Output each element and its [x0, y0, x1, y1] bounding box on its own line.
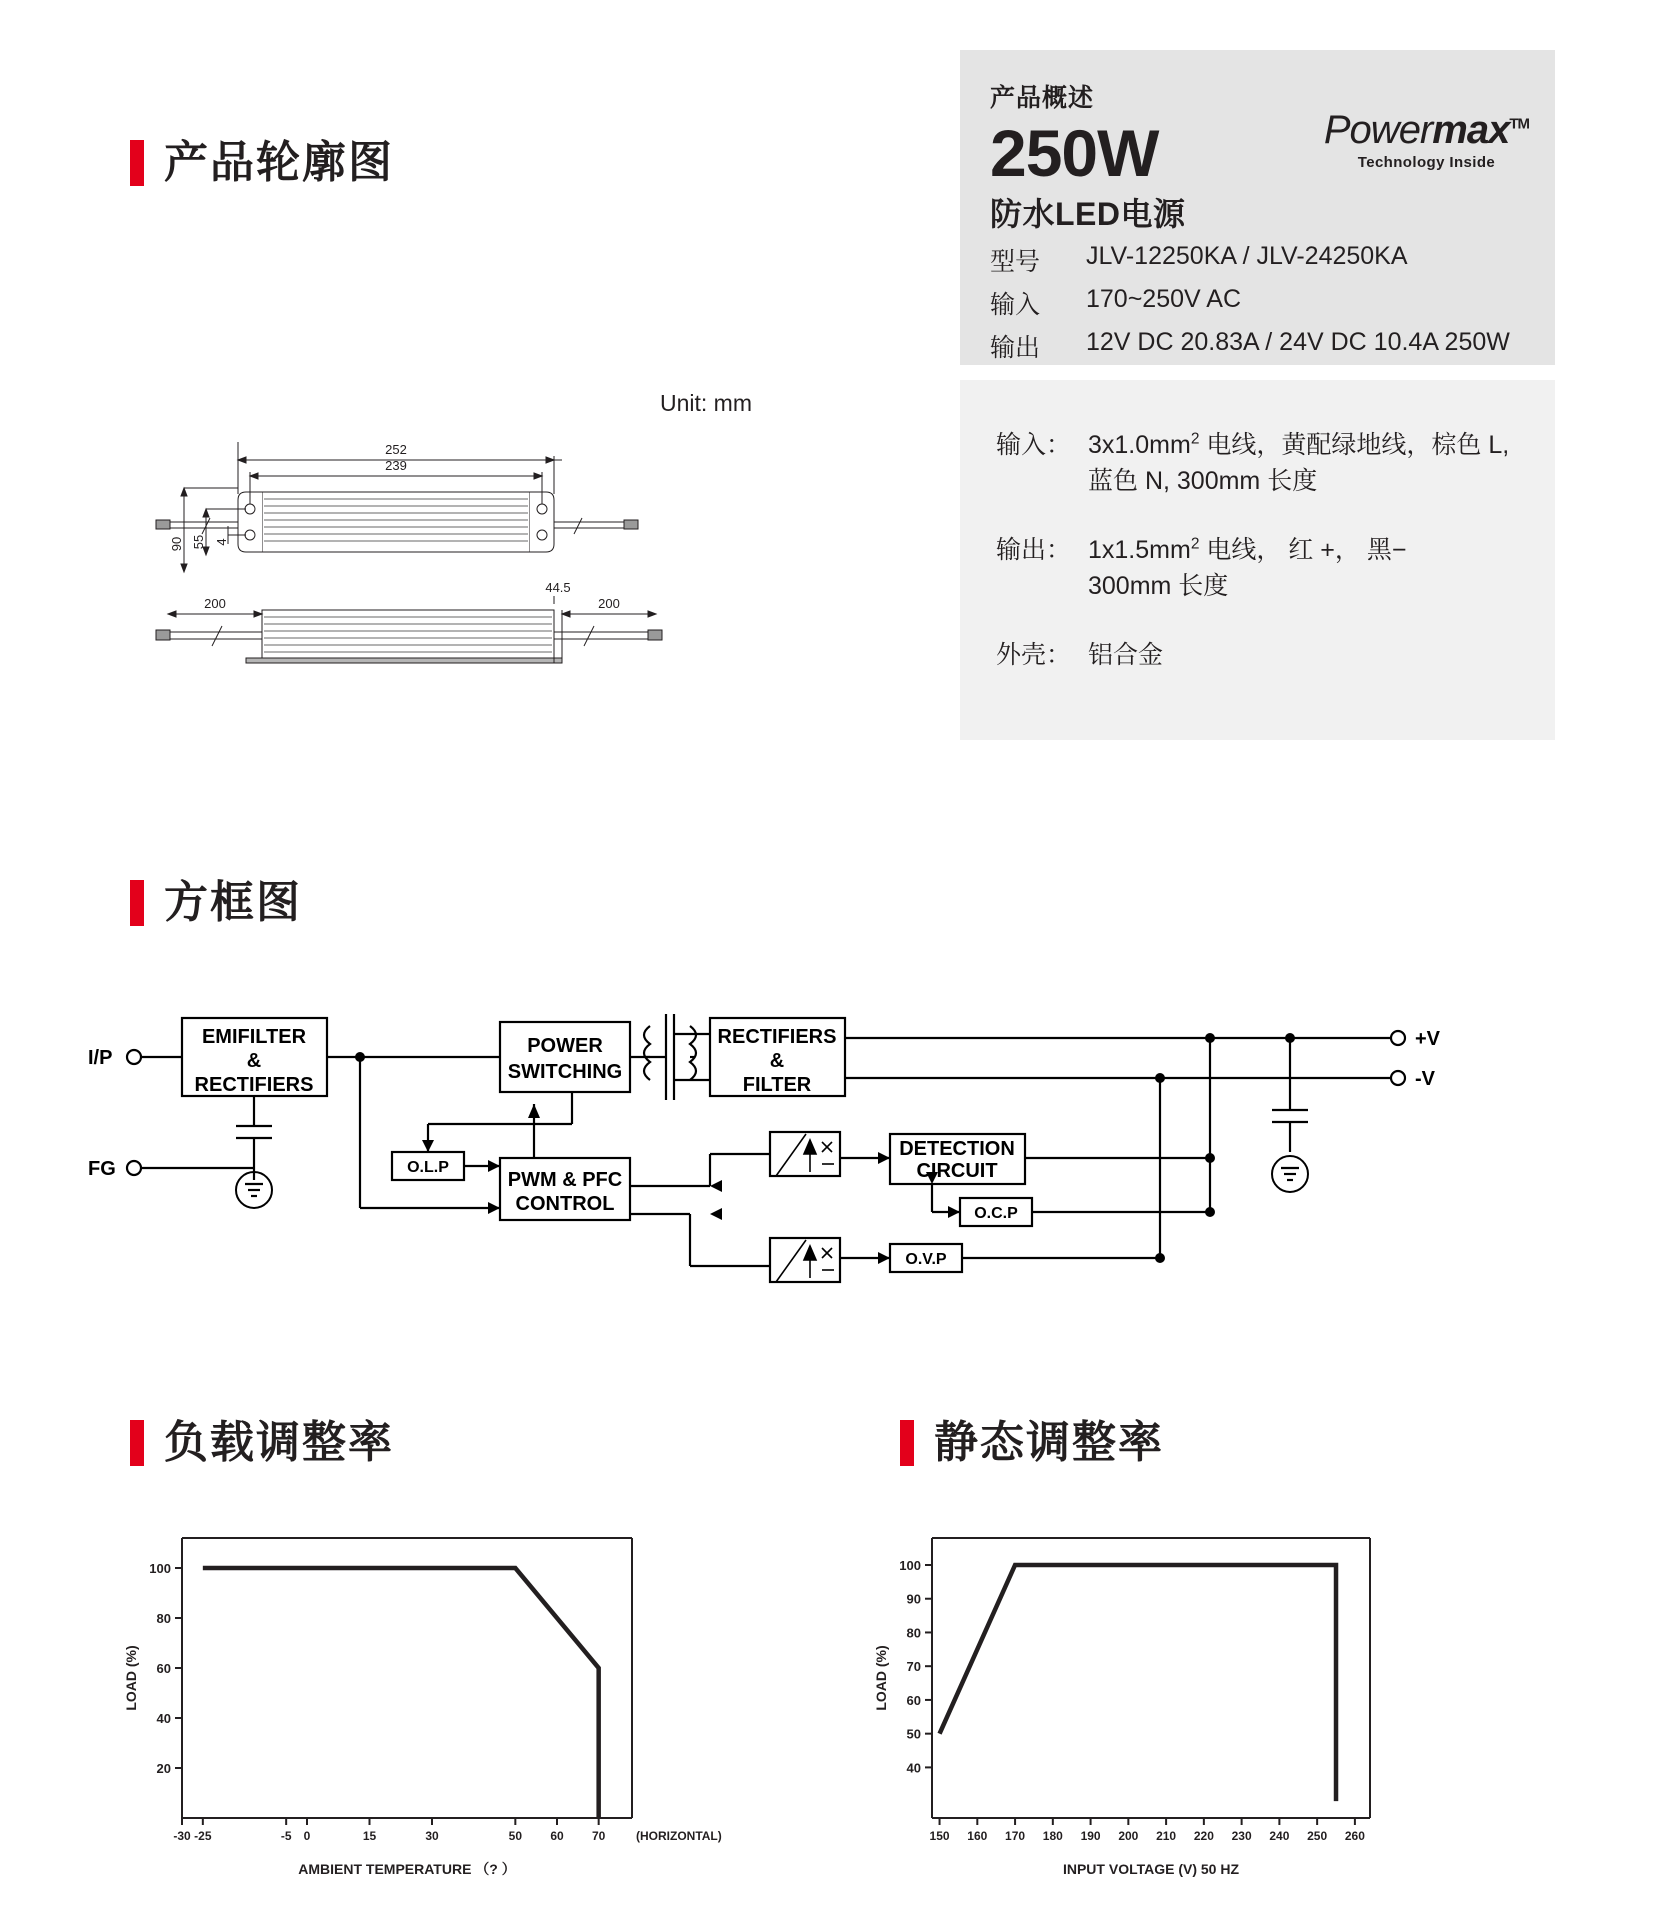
x-tick-label: 15 [362, 1829, 377, 1843]
mechanical-drawing [150, 442, 830, 760]
spec-row-model [990, 242, 1555, 278]
logo-wordmark [1324, 110, 1529, 150]
label-olp: O.L.P [407, 1159, 449, 1176]
x-tick-label: 230 [1231, 1829, 1252, 1843]
label-rect-line2: & [769, 1050, 785, 1072]
spec-value-output: 12V DC 20.83A / 24V DC 10.4A 250W [1086, 328, 1510, 357]
y-axis-label: LOAD (%) [873, 1645, 889, 1711]
label-rect-line3: FILTER [742, 1074, 812, 1096]
y-tick-label: 60 [156, 1661, 171, 1676]
label-pwm-line2: CONTROL [515, 1193, 615, 1215]
label-pwm-line1: PWM & PFC [507, 1169, 623, 1191]
section-title-block: 方框图 [164, 878, 302, 927]
label-power-line2: SWITCHING [507, 1061, 623, 1083]
x-tick-label: 60 [550, 1829, 564, 1843]
wire-input-area: 3x1.0mm [1088, 431, 1191, 459]
wire-input-desc: 电线，黄配绿地线，棕色 L, [1206, 431, 1510, 459]
y-tick-label: 50 [906, 1726, 921, 1742]
y-tick-label: 100 [149, 1561, 171, 1576]
label-rect-line1: RECTIFIERS [717, 1026, 837, 1048]
y-tick-label: 60 [906, 1692, 921, 1708]
wire-row-case [996, 638, 1555, 674]
y-axis-label: LOAD (%) [123, 1645, 139, 1711]
label-input-port: I/P [88, 1047, 113, 1069]
wire-spec-panel [960, 380, 1555, 740]
chart-load-derating [120, 1520, 720, 1880]
wire-value-input [1088, 428, 1509, 499]
x-tick-label: 150 [929, 1829, 950, 1843]
wire-output-line2: 300mm 长度 [1088, 571, 1229, 600]
section-title-load-reg: 负载调整率 [164, 1418, 394, 1467]
dim-252: 252 [385, 442, 407, 457]
label-detect-line2: CIRCUIT [916, 1160, 998, 1182]
label-emi-line1: EMIFILTER [201, 1026, 307, 1048]
y-tick-label: 40 [906, 1760, 921, 1776]
label-ovp: O.V.P [905, 1251, 947, 1268]
wire-row-output [996, 533, 1555, 604]
label-fg-port: FG [88, 1158, 116, 1180]
spec-value-input: 170~250V AC [1086, 285, 1241, 314]
dim-90: 90 [169, 536, 184, 552]
x-tick-label: 30 [425, 1829, 439, 1843]
trademark-icon: TM [1509, 115, 1529, 133]
x-tick-label: 70 [591, 1829, 606, 1843]
wire-output-desc: 电线， 红 +， 黑− [1206, 536, 1407, 564]
section-title-static-reg: 静态调整率 [934, 1418, 1164, 1467]
label-output-positive: +V [1415, 1028, 1441, 1050]
label-emi-line3: RECTIFIERS [194, 1074, 314, 1096]
unit-label: Unit: mm [660, 390, 752, 416]
section-heading-outline [130, 140, 394, 186]
section-heading-load-reg [130, 1420, 394, 1466]
x-tick-label: 180 [1042, 1829, 1063, 1843]
section-heading-static-reg [900, 1420, 1164, 1466]
spec-key-output: 输出 [990, 334, 1041, 363]
y-tick-label: 80 [906, 1625, 921, 1641]
x-tick-label: 220 [1193, 1829, 1214, 1843]
section-heading-block [130, 880, 302, 926]
product-subtitle: 防水LED电源 [990, 196, 1186, 233]
chart-static-regulation [870, 1520, 1430, 1880]
section-title-outline: 产品轮廓图 [164, 138, 394, 187]
wire-key-input: 输入： [996, 431, 1072, 459]
logo-tagline: Technology Inside [1357, 154, 1496, 171]
x-tick-label: 160 [967, 1829, 988, 1843]
dim-200-left: 200 [204, 596, 226, 611]
wire-value-output [1088, 533, 1406, 604]
wire-input-sup: 2 [1190, 430, 1200, 448]
dim-44-5: 44.5 [545, 580, 571, 595]
x-tick-label: 260 [1344, 1829, 1365, 1843]
x-tick-label: -5 [280, 1829, 292, 1843]
x-tick-label: -30 [173, 1829, 191, 1843]
wire-output-area: 1x1.5mm [1088, 536, 1191, 564]
spec-key-input: 输入 [990, 291, 1041, 320]
block-diagram [70, 1000, 1490, 1290]
x-tick-label: 210 [1156, 1829, 1177, 1843]
powermax-logo [1324, 110, 1529, 171]
wire-input-line2: 蓝色 N, 300mm 长度 [1088, 466, 1318, 495]
accent-bar-icon [900, 1420, 914, 1466]
spec-value-model: JLV-12250KA / JLV-24250KA [1086, 242, 1408, 271]
product-overview-panel [960, 50, 1555, 365]
label-detect-line1: DETECTION [899, 1138, 1015, 1160]
logo-light-part: Power [1323, 108, 1433, 152]
x-tick-label: 250 [1307, 1829, 1328, 1843]
y-tick-label: 80 [156, 1611, 171, 1626]
wattage-value: 250W [990, 116, 1159, 190]
chart-series-line [940, 1565, 1336, 1801]
wire-row-input [996, 428, 1555, 499]
x-axis-label: INPUT VOLTAGE (V) 50 HZ [1062, 1861, 1240, 1877]
wire-output-sup: 2 [1190, 535, 1200, 553]
y-tick-label: 20 [156, 1761, 171, 1776]
x-tick-label: 170 [1005, 1829, 1026, 1843]
x-axis-label: AMBIENT TEMPERATURE （? ） [298, 1861, 516, 1877]
spec-row-input [990, 285, 1555, 321]
label-ocp: O.C.P [974, 1205, 1018, 1222]
x-tick-label: 240 [1269, 1829, 1290, 1843]
y-tick-label: 40 [156, 1711, 171, 1726]
x-tick-label: 190 [1080, 1829, 1101, 1843]
accent-bar-icon [130, 1420, 144, 1466]
wire-key-output: 输出： [996, 536, 1072, 564]
x-axis-note: (HORIZONTAL) [636, 1829, 722, 1843]
x-tick-label: 0 [303, 1829, 311, 1843]
label-emi-line2: & [246, 1050, 262, 1072]
dim-239: 239 [385, 458, 407, 473]
overview-label: 产品概述 [990, 84, 1095, 112]
wire-value-case: 铝合金 [1088, 641, 1164, 669]
logo-bold-part: max [1432, 108, 1510, 152]
x-tick-label: 50 [508, 1829, 523, 1843]
label-output-negative: -V [1415, 1068, 1435, 1090]
wire-key-case: 外壳： [996, 641, 1072, 669]
x-tick-label: -25 [194, 1829, 212, 1843]
spec-row-output [990, 328, 1555, 364]
dim-4: 4 [214, 538, 229, 546]
x-tick-label: 200 [1118, 1829, 1139, 1843]
dim-55: 55 [191, 534, 206, 550]
spec-key-model: 型号 [990, 248, 1041, 277]
accent-bar-icon [130, 880, 144, 926]
y-tick-label: 100 [899, 1557, 921, 1573]
chart-series-line [203, 1568, 599, 1818]
y-tick-label: 70 [906, 1659, 921, 1675]
y-tick-label: 90 [906, 1591, 921, 1607]
dim-200-right: 200 [598, 596, 620, 611]
label-power-line1: POWER [527, 1035, 603, 1057]
accent-bar-icon [130, 140, 144, 186]
